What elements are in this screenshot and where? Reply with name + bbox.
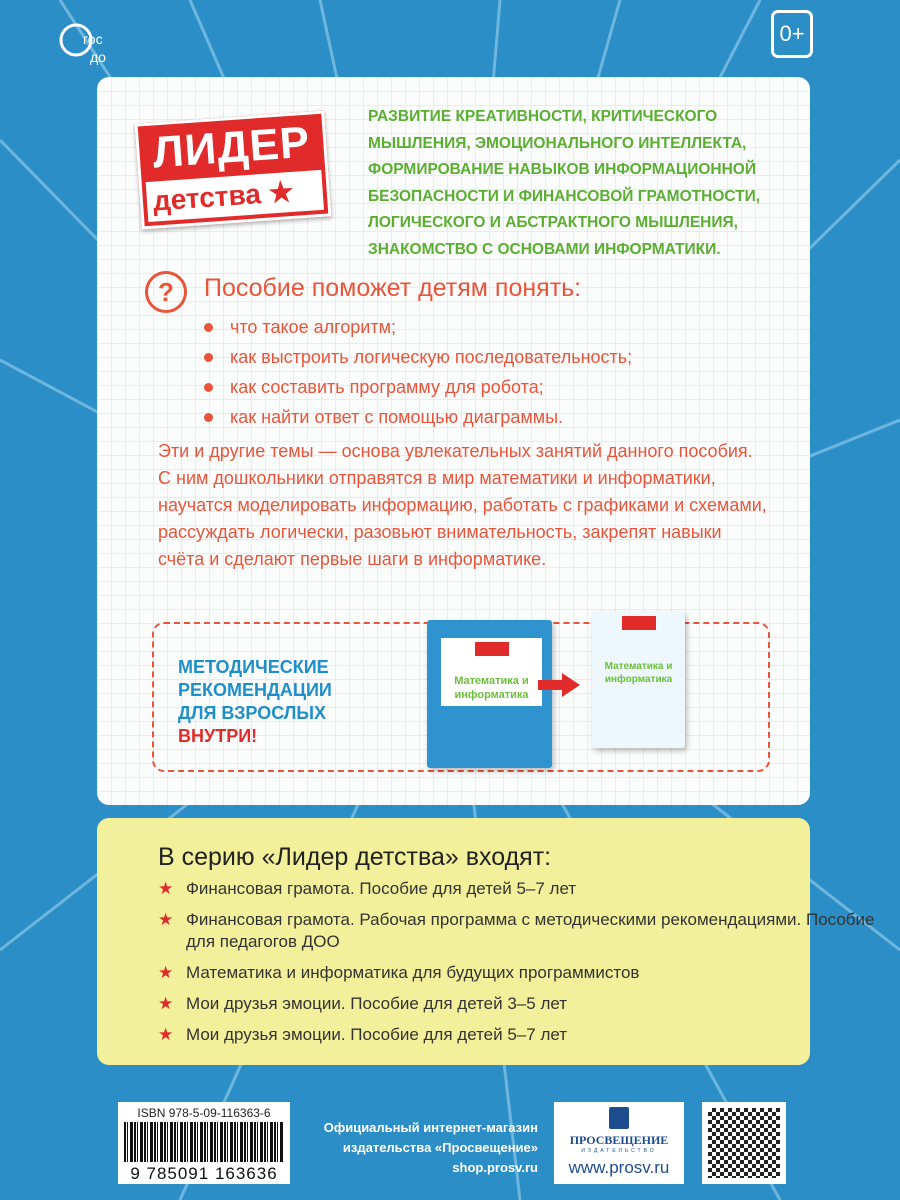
description-paragraph: Эти и другие темы — основа увлекательных занятий данного пособия. С ним дошкольники отправятся в мир математики и информатики, научатся моделировать информацию, работать с графиками и схемами, рассуждать логически, разовьют внимательность, закрепят навыки счёта и сделают первые шаги в информатике. xyxy=(158,441,767,569)
methodical-text xyxy=(178,656,332,748)
series-list xyxy=(158,878,900,1055)
svg-text:гос: гос xyxy=(83,31,103,47)
barcode-icon xyxy=(124,1122,284,1162)
mini-logo xyxy=(622,616,656,630)
methodical-line: РЕКОМЕНДАЦИИ xyxy=(178,680,332,700)
methodical-line: ВНУТРИ! xyxy=(178,726,258,746)
list-item: что такое алгоритм; xyxy=(204,312,632,342)
logo-line1: ЛИДЕР xyxy=(151,117,312,178)
list-item: как найти ответ с помощью диаграммы. xyxy=(204,402,632,432)
list-item: ★ Финансовая грамота. Рабочая программа с методическими рекомендациями. Пособие для педагогов ДОО xyxy=(158,910,875,951)
book-title: Математика и информатика xyxy=(604,661,673,685)
publisher-logo xyxy=(554,1102,684,1184)
help-title: Пособие поможет детям понять: xyxy=(204,274,582,302)
isbn-number: ISBN 978-5-09-116363-6 xyxy=(137,1106,271,1120)
methodical-line: МЕТОДИЧЕСКИЕ xyxy=(178,657,329,677)
shop-line: Официальный интернет-магазин xyxy=(323,1120,538,1135)
help-list xyxy=(204,312,632,432)
question-icon: ? xyxy=(145,271,187,313)
list-item: ★ Мои друзья эмоции. Пособие для детей 3–5 лет xyxy=(158,994,568,1013)
barcode-digits: 9 785091 163636 xyxy=(130,1164,278,1183)
arrow-icon xyxy=(538,673,580,697)
series-logo xyxy=(135,111,332,230)
mini-logo xyxy=(475,642,509,656)
qr-code-icon xyxy=(708,1108,780,1178)
star-icon: ★ xyxy=(267,175,295,209)
star-icon: ★ xyxy=(158,994,174,1013)
list-item: ★ Мои друзья эмоции. Пособие для детей 5–7 лет xyxy=(158,1025,568,1044)
list-item: ★ Математика и информатика для будущих программистов xyxy=(158,963,640,982)
list-item: ★ Финансовая грамота. Пособие для детей 5–7 лет xyxy=(158,879,577,898)
book-title: Математика и информатика xyxy=(454,675,529,701)
publisher-sub: ИЗДАТЕЛЬСТВО xyxy=(581,1148,657,1154)
fgos-logo xyxy=(50,14,130,74)
shop-line: издательства «Просвещение» xyxy=(342,1140,538,1155)
shop-url[interactable]: shop.prosv.ru xyxy=(452,1160,538,1175)
qr-code[interactable] xyxy=(702,1102,786,1184)
skills-text: РАЗВИТИЕ КРЕАТИВНОСТИ, КРИТИЧЕСКОГО МЫШЛЕНИЯ, ЭМОЦИОНАЛЬНОГО ИНТЕЛЛЕКТА, ФОРМИРОВАНИЕ НАВЫКОВ ИНФОРМАЦИОННОЙ БЕЗОПАСНОСТИ И ФИНАНСОВОЙ ГРАМОТНОСТИ, ЛОГИЧЕСКОГО И АБСТРАКТНОГО МЫШЛЕНИЯ, ЗНАКОМСТВО С ОСНОВАМИ ИНФОРМАТИКИ. xyxy=(368,108,761,258)
star-icon: ★ xyxy=(158,910,174,929)
svg-text:до: до xyxy=(90,49,106,65)
list-item: как составить программу для робота; xyxy=(204,372,632,402)
list-item: как выстроить логическую последовательность; xyxy=(204,342,632,372)
series-title: В серию «Лидер детства» входят: xyxy=(158,843,552,871)
star-icon: ★ xyxy=(158,879,174,898)
logo-line2: детства xyxy=(151,178,262,217)
publisher-icon xyxy=(609,1107,629,1129)
star-icon: ★ xyxy=(158,963,174,982)
isbn-barcode xyxy=(118,1102,290,1184)
publisher-name: ПРОСВЕЩЕНИЕ xyxy=(569,1133,669,1147)
methodical-booklet-image xyxy=(592,612,685,748)
methodical-line: ДЛЯ ВЗРОСЛЫХ xyxy=(178,703,327,723)
star-icon: ★ xyxy=(158,1025,174,1044)
shop-info xyxy=(300,1118,538,1178)
age-rating-badge: 0+ xyxy=(771,10,813,58)
publisher-url[interactable]: www.prosv.ru xyxy=(568,1158,670,1177)
book-cover-image xyxy=(427,620,552,768)
